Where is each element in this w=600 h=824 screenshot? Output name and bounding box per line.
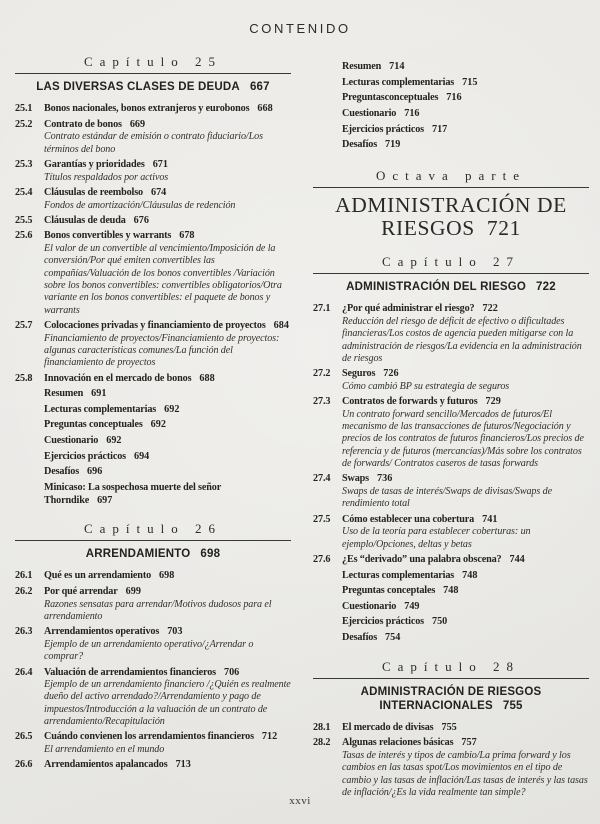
entry-number: 27.4 xyxy=(313,473,331,485)
entry-number xyxy=(313,585,342,598)
entry-subtopics: El arrendamiento en el mundo xyxy=(44,744,165,756)
entry-title: Arrendamientos operativos xyxy=(44,626,160,638)
entry-body xyxy=(44,570,291,583)
part-title xyxy=(313,194,589,240)
chapter-title-text: ADMINISTRACIÓN DEL RIESGO xyxy=(346,281,527,294)
entry-page-number: 755 xyxy=(441,721,457,733)
entry-page-number: 694 xyxy=(133,450,150,462)
chapter-kicker: Capítulo 25 xyxy=(15,54,291,74)
entry-page-number: 676 xyxy=(133,214,149,226)
entry-title: Garantías y prioridades xyxy=(44,158,145,170)
entry-page-number: 749 xyxy=(404,600,420,612)
entry-subtopics: Financiamiento de proyectos/Financiamiento de proyectos: algunas características comunes/La función del financiamiento de proyectos xyxy=(44,332,280,369)
entry-page-number: 668 xyxy=(257,103,273,115)
page-header-title: CONTENIDO xyxy=(249,21,351,36)
entry-body xyxy=(44,103,291,116)
entry-page-number: 717 xyxy=(431,123,448,135)
entry-page-number: 729 xyxy=(485,396,501,408)
entry-title: Contratos de forwards y futuros xyxy=(342,396,478,408)
entry-body xyxy=(44,731,291,756)
chapter-title xyxy=(15,547,291,561)
chapter-heading xyxy=(313,659,589,713)
entry-title: Preguntasconceptuales xyxy=(342,92,439,104)
toc-column-left xyxy=(15,48,291,772)
entry-number: 25.6 xyxy=(15,230,33,242)
entry-number xyxy=(15,451,44,464)
entry-body xyxy=(44,451,291,464)
entry-body xyxy=(342,61,589,74)
entry-page-number: 713 xyxy=(175,759,191,771)
entry-page-number: 692 xyxy=(106,435,122,447)
toc-entry xyxy=(15,759,291,772)
toc-entry xyxy=(15,388,291,401)
entry-page-number: 691 xyxy=(91,388,107,400)
entry-subtopics: Fondos de amortización/Cláusulas de redención xyxy=(44,199,236,211)
entry-number xyxy=(15,482,44,507)
entry-title: Lecturas complementarias xyxy=(342,76,455,88)
entry-body xyxy=(342,139,589,152)
entry-number: 27.3 xyxy=(313,396,331,408)
entry-number: 26.1 xyxy=(15,570,33,582)
entry-number xyxy=(15,419,44,432)
entry-body xyxy=(44,215,291,228)
entry-title: Cláusulas de reembolso xyxy=(44,186,143,198)
entry-page-number: 714 xyxy=(389,61,405,72)
entry-number xyxy=(15,404,44,417)
entry-body xyxy=(342,570,589,583)
entry-title: Swaps xyxy=(342,473,369,485)
entry-subtopics: Tasas de interés y tipos de cambio/La prima forward y los cambios en las tasas spot/Los movimientos en el tipo de cambio y las tasas de inflación/Las tasas de interés y las tasas de inflación/¿Es la vida realmente tan simple? xyxy=(342,750,588,798)
entry-number: 27.1 xyxy=(313,303,331,315)
entry-subtopics: Reducción del riesgo de déficit de efectivo o dificultades financieras/Los costos de agencia pueden mitigarse con la administración de riesgos/La evidencia en la administración de riesgos xyxy=(342,315,582,364)
entry-subtopics: Contrato estándar de emisión o contrato fiduciario/Los términos del bono xyxy=(44,131,263,155)
entry-page-number: 736 xyxy=(377,473,393,485)
entry-title: Minicaso: La sospechosa muerte del señor Thorndike xyxy=(44,482,221,506)
entry-body xyxy=(342,92,589,105)
entry-subtopics: Ejemplo de un arrendamiento operativo/¿Arrendar o comprar? xyxy=(44,638,254,663)
entry-page-number: 678 xyxy=(179,230,195,242)
entry-subtopics: Un contrato forward sencillo/Mercados de futuros/El mecanismo de las transacciones de futuros/Negociación y precios de los contratos de futuros financieros/Los precios de referencia y de futuros (mercancías)/Más sobre los contratos de forwards/ Contratos caseros de tasas forwards xyxy=(342,408,584,470)
entry-title: Por qué arrendar xyxy=(44,585,118,597)
chapter-kicker: Capítulo 28 xyxy=(313,659,589,679)
toc-entry xyxy=(313,396,589,470)
toc-entry xyxy=(313,585,589,598)
entry-body xyxy=(44,759,291,772)
entry-title: Cómo establecer una cobertura xyxy=(342,513,475,525)
toc-entry xyxy=(313,737,589,799)
entry-page-number: 703 xyxy=(167,626,183,638)
entry-body xyxy=(44,388,291,401)
entry-page-number: 748 xyxy=(443,585,459,597)
entry-body xyxy=(44,419,291,432)
entry-page-number: 715 xyxy=(462,76,478,88)
part-heading xyxy=(313,168,589,240)
entry-title: Ejercicios prácticos xyxy=(342,123,424,135)
entry-number xyxy=(313,108,342,121)
toc-entry xyxy=(313,77,589,90)
entry-title: Contrato de bonos xyxy=(44,118,122,130)
entry-page-number: 697 xyxy=(97,494,113,506)
entry-body xyxy=(342,77,589,90)
entry-number: 27.5 xyxy=(313,513,331,525)
toc-entry xyxy=(313,632,589,645)
entry-body xyxy=(342,124,589,137)
entry-page-number: 754 xyxy=(385,632,401,644)
entry-title: Colocaciones privadas y financiamiento de proyectos xyxy=(44,319,266,331)
entry-page-number: 688 xyxy=(199,372,215,384)
entry-number: 27.6 xyxy=(313,553,331,565)
entry-page-number: 698 xyxy=(159,570,175,582)
entry-title: Resumen xyxy=(44,388,84,400)
toc-entry xyxy=(313,92,589,105)
entry-title: Preguntas conceptuales xyxy=(44,419,143,431)
entry-title: Desafíos xyxy=(342,632,378,644)
entry-title: ¿Es “derivado” una palabra obscena? xyxy=(342,553,502,565)
entry-title: Bonos nacionales, bonos extranjeros y eurobonos xyxy=(44,103,250,115)
entry-page-number: 757 xyxy=(461,737,477,749)
entry-number: 25.3 xyxy=(15,158,33,170)
entry-number: 26.4 xyxy=(15,666,33,678)
toc-entry xyxy=(15,451,291,464)
chapter-heading xyxy=(15,521,291,561)
entry-body xyxy=(44,159,291,184)
entry-body xyxy=(342,737,589,799)
toc-entry xyxy=(15,731,291,756)
entry-body xyxy=(44,482,291,507)
toc-entry xyxy=(15,320,291,370)
entry-body xyxy=(44,586,291,623)
entry-body xyxy=(44,373,291,386)
part-page-number: 721 xyxy=(486,216,521,241)
toc-entry xyxy=(15,230,291,317)
entry-number: 28.2 xyxy=(313,737,331,749)
entry-body xyxy=(342,616,589,629)
entry-number xyxy=(15,466,44,479)
entry-body xyxy=(342,601,589,614)
entry-title: Resumen xyxy=(342,61,382,72)
entry-page-number: 748 xyxy=(462,569,478,581)
entry-subtopics: Ejemplo de un arrendamiento financiero /¿Quién es realmente dueño del activo arrendado?/Arrendamiento y pago de impuestos/Introducción a la valuación de un contrato de arrendamiento/Recapitulación xyxy=(44,679,291,728)
entry-title: Desafíos xyxy=(342,139,378,151)
entry-title: Innovación en el mercado de bonos xyxy=(44,372,192,384)
entry-body xyxy=(342,303,589,365)
entry-title: Preguntas conceptales xyxy=(342,585,436,597)
entry-title: Bonos convertibles y warrants xyxy=(44,230,172,242)
toc-entry xyxy=(313,368,589,393)
toc-entry xyxy=(313,61,589,74)
toc-entry xyxy=(313,139,589,152)
part-title-text: ADMINISTRACIÓN DE RIESGOS xyxy=(335,192,567,241)
toc-entry xyxy=(313,473,589,510)
toc-entry xyxy=(15,159,291,184)
entry-number: 26.2 xyxy=(15,585,33,597)
entry-body xyxy=(44,435,291,448)
entry-number xyxy=(313,632,342,645)
entry-page-number: 699 xyxy=(125,585,141,597)
part-kicker: Octava parte xyxy=(313,168,589,188)
entry-title: Cuestionario xyxy=(342,107,397,119)
entry-title: El mercado de divisas xyxy=(342,721,434,733)
entry-page-number: 750 xyxy=(431,616,448,628)
entry-number xyxy=(313,601,342,614)
chapter-title xyxy=(15,80,291,94)
entry-subtopics: Cómo cambió BP su estrategia de seguros xyxy=(342,380,510,392)
entry-number xyxy=(313,61,342,74)
toc-entry xyxy=(15,373,291,386)
chapter-title xyxy=(313,685,589,713)
toc-entry xyxy=(313,514,589,551)
entry-title: Qué es un arrendamiento xyxy=(44,570,152,582)
toc-entry xyxy=(313,616,589,629)
entry-body xyxy=(342,514,589,551)
toc-entry xyxy=(15,215,291,228)
entry-page-number: 692 xyxy=(164,403,180,415)
entry-number: 25.1 xyxy=(15,103,33,115)
entry-title: Cláusulas de deuda xyxy=(44,214,126,226)
entry-title: Arrendamientos apalancados xyxy=(44,759,168,771)
entry-page-number: 722 xyxy=(482,303,498,315)
entry-body xyxy=(44,320,291,370)
entry-page-number: 669 xyxy=(129,118,146,130)
toc-entry xyxy=(313,601,589,614)
entry-number: 25.8 xyxy=(15,372,33,384)
entry-page-number: 671 xyxy=(152,158,168,170)
toc-entry xyxy=(15,119,291,156)
toc-entry xyxy=(313,124,589,137)
entry-body xyxy=(44,466,291,479)
chapter-page-number: 755 xyxy=(502,699,523,712)
entry-page-number: 744 xyxy=(509,553,525,565)
entry-number xyxy=(313,124,342,137)
entry-page-number: 684 xyxy=(273,319,289,331)
entry-subtopics: Uso de la teoría para establecer coberturas: un ejemplo/Opciones, deltas y betas xyxy=(342,526,531,550)
entry-title: Ejercicios prácticos xyxy=(342,616,424,628)
chapter-title-text: LAS DIVERSAS CLASES DE DEUDA xyxy=(36,81,240,93)
toc-entry xyxy=(15,466,291,479)
toc-entry xyxy=(313,108,589,121)
entry-title: Cuestionario xyxy=(342,600,397,612)
toc-entry xyxy=(15,404,291,417)
entry-number: 26.5 xyxy=(15,731,33,743)
entry-number xyxy=(313,139,342,152)
chapter-title-text: ARRENDAMIENTO xyxy=(85,548,191,561)
toc-entry xyxy=(15,419,291,432)
entry-number xyxy=(313,92,342,105)
chapter-kicker: Capítulo 27 xyxy=(313,254,589,274)
entry-body xyxy=(342,554,589,567)
entry-title: Valuación de arrendamientos financieros xyxy=(44,666,216,678)
toc-entry xyxy=(313,722,589,735)
toc-entry xyxy=(313,570,589,583)
toc-entry xyxy=(15,187,291,212)
entry-title: Cuestionario xyxy=(44,435,99,447)
folio-page-number: xxvi xyxy=(289,795,311,807)
entry-title: Lecturas complementarias xyxy=(342,569,455,581)
entry-subtopics: El valor de un convertible al vencimiento/Imposición de la conversión/Por qué emiten convertibles las compañías/Valuación de los bonos convertibles /Variación sobre los bonos convertibles: convertibles obligatorios/Otra variante en los bonos convertibles: el paquete de bonos y warrants xyxy=(44,243,282,316)
chapter-title xyxy=(313,280,589,294)
entry-number: 25.7 xyxy=(15,319,33,331)
entry-number: 27.2 xyxy=(313,368,331,380)
toc-column-right xyxy=(313,48,589,799)
entry-number: 25.5 xyxy=(15,214,33,226)
entry-number xyxy=(15,388,44,401)
entry-page-number: 741 xyxy=(482,513,498,525)
entry-body xyxy=(44,187,291,212)
entry-title: Ejercicios prácticos xyxy=(44,450,126,462)
entry-page-number: 692 xyxy=(150,419,166,431)
chapter-page-number: 667 xyxy=(249,81,270,93)
entry-number xyxy=(313,570,342,583)
entry-body xyxy=(44,667,291,729)
entry-body xyxy=(342,396,589,470)
entry-title: Lecturas complementarias xyxy=(44,403,157,415)
entry-title: Desafíos xyxy=(44,466,80,478)
entry-body xyxy=(44,626,291,663)
entry-page-number: 716 xyxy=(446,92,462,104)
chapter-page-number: 698 xyxy=(200,548,221,561)
toc-entry xyxy=(15,570,291,583)
entry-page-number: 674 xyxy=(150,186,167,198)
entry-page-number: 712 xyxy=(261,731,278,743)
entry-page-number: 726 xyxy=(383,368,399,380)
toc-entry xyxy=(15,586,291,623)
chapter-heading xyxy=(313,254,589,294)
entry-body xyxy=(342,473,589,510)
entry-number: 25.4 xyxy=(15,186,33,198)
chapter-kicker: Capítulo 26 xyxy=(15,521,291,541)
entry-number: 26.6 xyxy=(15,759,33,771)
entry-body xyxy=(44,119,291,156)
toc-entry xyxy=(15,667,291,729)
entry-title: Seguros xyxy=(342,368,376,380)
toc-entry xyxy=(15,103,291,116)
entry-body xyxy=(342,368,589,393)
entry-page-number: 716 xyxy=(404,107,420,119)
entry-page-number: 706 xyxy=(223,666,240,678)
entry-body xyxy=(342,722,589,735)
toc-columns xyxy=(15,48,589,799)
entry-title: ¿Por qué administrar el riesgo? xyxy=(342,303,475,315)
entry-title: Algunas relaciones básicas xyxy=(342,737,454,749)
entry-body xyxy=(342,108,589,121)
entry-number: 26.3 xyxy=(15,626,33,638)
chapter-page-number: 722 xyxy=(536,281,556,294)
toc-entry xyxy=(15,482,291,507)
toc-entry xyxy=(15,435,291,448)
entry-body xyxy=(44,404,291,417)
entry-number xyxy=(15,435,44,448)
entry-subtopics: Swaps de tasas de interés/Swaps de divisas/Swaps de rendimiento total xyxy=(342,485,552,510)
entry-body xyxy=(44,230,291,317)
entry-body xyxy=(342,585,589,598)
chapter-heading xyxy=(15,54,291,94)
entry-number xyxy=(313,616,342,629)
entry-number: 25.2 xyxy=(15,118,33,130)
entry-number xyxy=(313,77,342,90)
toc-entry xyxy=(15,626,291,663)
toc-entry xyxy=(313,554,589,567)
entry-page-number: 719 xyxy=(385,139,401,151)
entry-body xyxy=(342,632,589,645)
entry-subtopics: Razones sensatas para arrendar/Motivos dudosos para el arrendamiento xyxy=(44,598,272,622)
toc-entry xyxy=(313,303,589,365)
entry-subtopics: Títulos respaldados por activos xyxy=(44,171,169,183)
entry-number: 28.1 xyxy=(313,721,331,733)
entry-page-number: 696 xyxy=(87,466,103,478)
entry-title: Cuándo convienen los arrendamientos financieros xyxy=(44,731,254,743)
chapter-title-text: ADMINISTRACIÓN DE RIESGOS INTERNACIONALES xyxy=(360,685,542,712)
